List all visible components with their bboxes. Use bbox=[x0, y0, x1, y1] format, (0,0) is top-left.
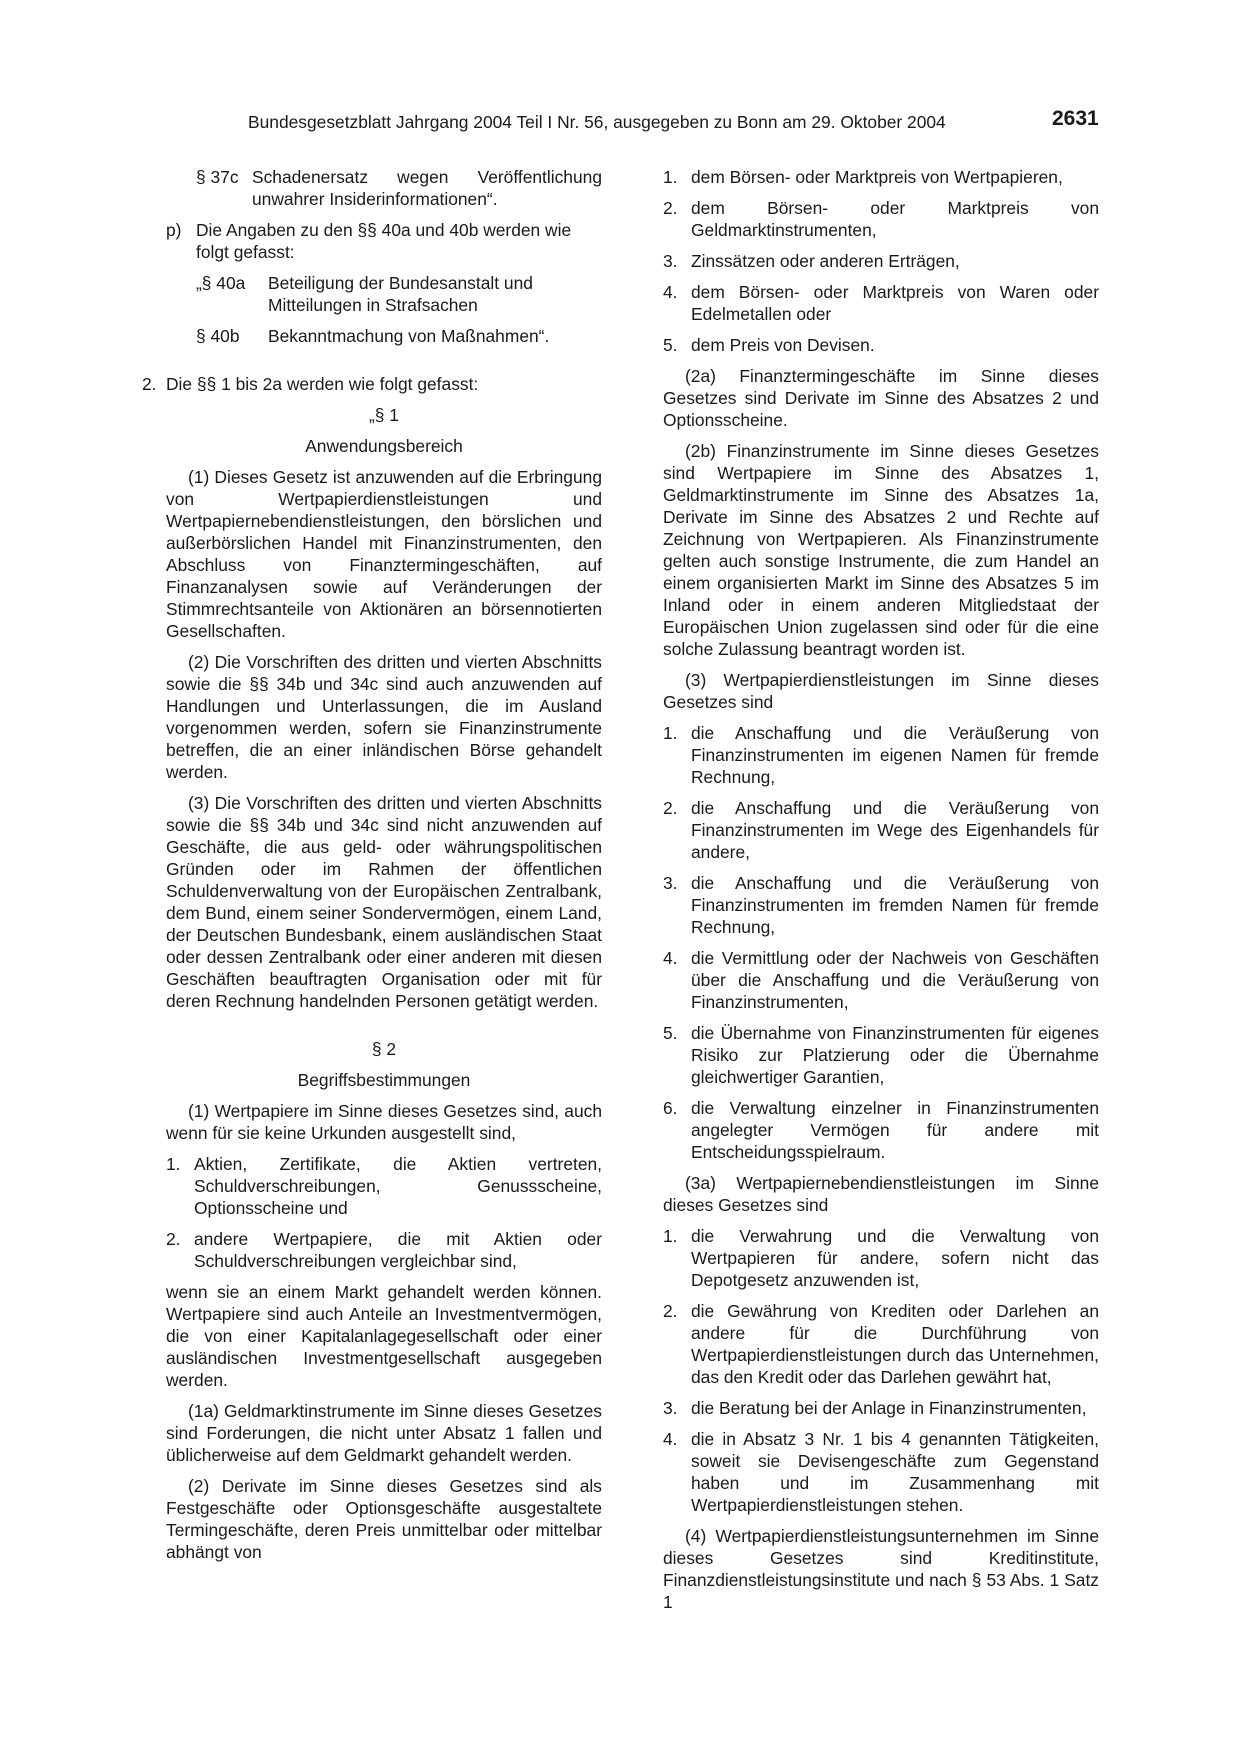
paragraph: (1) Wertpapiere im Sinne dieses Gesetzes sind, auch wenn für sie keine Urkunden ausgestellt sind, bbox=[166, 1101, 602, 1143]
item-label: 3. bbox=[663, 1398, 678, 1418]
list-item bbox=[663, 1300, 1099, 1388]
item-text: dem Preis von Devisen. bbox=[691, 335, 875, 355]
item-text: dem Börsen- oder Marktpreis von Waren oder Edelmetallen oder bbox=[691, 282, 1099, 324]
derivative-list bbox=[663, 166, 1099, 356]
paragraph: (4) Wertpapierdienstleistungsunternehmen im Sinne dieses Gesetzes sind Kreditinstitute, Finanzdienstleistungsinstitute und nach § 53 Abs. 1 Satz 1 bbox=[663, 1526, 1099, 1612]
services-list bbox=[663, 722, 1099, 1163]
paragraph: (3) Wertpapierdienstleistungen im Sinne dieses Gesetzes sind bbox=[663, 670, 1099, 712]
item-text: die Verwaltung einzelner in Finanzinstrumenten angelegter Vermögen für andere mit Entscheidungsspielraum. bbox=[691, 1098, 1099, 1162]
list-item bbox=[663, 1428, 1099, 1516]
section-title: Begriffsbestimmungen bbox=[297, 1070, 471, 1090]
list-item bbox=[663, 281, 1099, 325]
item-label: 3. bbox=[663, 251, 678, 271]
item-text: die in Absatz 3 Nr. 1 bis 4 genannten Tätigkeiten, soweit sie Devisengeschäfte zum Gegenstand haben und im Zusammenhang mit Wertpapierdienstleistungen stehen. bbox=[691, 1429, 1099, 1515]
item-label: 2. bbox=[663, 198, 678, 218]
paragraph: (2) Derivate im Sinne dieses Gesetzes sind als Festgeschäfte oder Optionsgeschäfte ausgestaltete Termingeschäfte, deren Preis unmittelbar oder mittelbar abhängt von bbox=[166, 1476, 602, 1562]
paragraph: (1a) Geldmarktinstrumente im Sinne dieses Gesetzes sind Forderungen, die nicht unter Absatz 1 fallen und üblicherweise auf dem Geldmarkt gehandelt werden. bbox=[166, 1401, 602, 1465]
item-text: andere Wertpapiere, die mit Aktien oder Schuldverschreibungen vergleichbar sind, bbox=[194, 1229, 602, 1271]
toc-key: § 40b bbox=[196, 326, 240, 346]
list-item bbox=[663, 166, 1099, 188]
section-title: Anwendungsbereich bbox=[305, 436, 463, 456]
list-item bbox=[663, 1397, 1099, 1419]
item-label: 2. bbox=[663, 798, 678, 818]
item-text: dem Börsen- oder Marktpreis von Geldmarktinstrumenten, bbox=[691, 198, 1099, 240]
toc-entry-37c bbox=[196, 166, 602, 210]
page-number: 2631 bbox=[1052, 107, 1099, 130]
list-item-p bbox=[166, 219, 602, 263]
item-text: die Beratung bei der Anlage in Finanzinstrumenten, bbox=[691, 1398, 1087, 1418]
item-label: 4. bbox=[663, 1429, 678, 1449]
paragraph: (3a) Wertpapiernebendienstleistungen im Sinne dieses Gesetzes sind bbox=[663, 1173, 1099, 1215]
list-item bbox=[663, 797, 1099, 863]
list-item bbox=[663, 872, 1099, 938]
list-item bbox=[166, 1153, 602, 1219]
item-text: dem Börsen- oder Marktpreis von Wertpapieren, bbox=[691, 167, 1063, 187]
section-number: „§ 1 bbox=[369, 405, 399, 425]
ancillary-services-list bbox=[663, 1225, 1099, 1516]
item-text: Die §§ 1 bis 2a werden wie folgt gefasst: bbox=[166, 374, 479, 394]
item-label: 1. bbox=[663, 167, 678, 187]
list-item bbox=[663, 1097, 1099, 1163]
list-item bbox=[663, 250, 1099, 272]
list-item bbox=[663, 197, 1099, 241]
item-text: Aktien, Zertifikate, die Aktien vertreten, Schuldverschreibungen, Genussscheine, Optionsscheine und bbox=[194, 1154, 602, 1218]
section-number: § 2 bbox=[371, 1039, 397, 1059]
paragraph: (1) Dieses Gesetz ist anzuwenden auf die Erbringung von Wertpapierdienstleistungen und Wertpapiernebendienstleistungen, den börslichen und außerbörslichen Handel mit Finanzinstrumenten, den Abschluss von Finanztermingeschäften, auf Finanzanalysen sowie auf Veränderungen der Stimmrechtsanteile von Aktionären an börsennotierten Gesellschaften. bbox=[166, 467, 602, 641]
toc-text: Schadenersatz wegen Veröffentlichung unwahrer Insiderinformationen“. bbox=[252, 167, 602, 209]
toc-text: Bekanntmachung von Maßnahmen“. bbox=[268, 326, 550, 346]
toc-key: „§ 40a bbox=[196, 273, 246, 293]
item-label: 6. bbox=[663, 1098, 678, 1118]
item-text: die Anschaffung und die Veräußerung von Finanzinstrumenten im fremden Namen für fremde Rechnung, bbox=[691, 873, 1099, 937]
item-label: 3. bbox=[663, 873, 678, 893]
toc-key: § 37c bbox=[196, 167, 239, 187]
list-item bbox=[663, 334, 1099, 356]
item-text: die Anschaffung und die Veräußerung von Finanzinstrumenten im eigenen Namen für fremde Rechnung, bbox=[691, 723, 1099, 787]
item-text: Die Angaben zu den §§ 40a und 40b werden wie folgt gefasst: bbox=[196, 220, 572, 262]
item-label: 2. bbox=[142, 374, 157, 394]
item-label: 5. bbox=[663, 335, 678, 355]
item-text: die Anschaffung und die Veräußerung von Finanzinstrumenten im Wege des Eigenhandels für andere, bbox=[691, 798, 1099, 862]
toc-entry-40b bbox=[196, 325, 602, 347]
item-text: die Gewährung von Krediten oder Darlehen an andere für die Durchführung von Wertpapierdienstleistungen durch das Unternehmen, das den Kredit oder das Darlehen gewährt hat, bbox=[691, 1301, 1099, 1387]
paragraph: wenn sie an einem Markt gehandelt werden können. Wertpapiere sind auch Anteile an Investmentvermögen, die von einer Kapitalanlagegesellschaft oder einer ausländischen Investmentgesellschaft ausgegeben werden. bbox=[166, 1282, 602, 1390]
item-label: 1. bbox=[663, 1226, 678, 1246]
item-label: 4. bbox=[663, 282, 678, 302]
paragraph: (2a) Finanztermingeschäfte im Sinne dieses Gesetzes sind Derivate im Sinne des Absatzes 2 und Optionsscheine. bbox=[663, 366, 1099, 430]
list-item bbox=[663, 722, 1099, 788]
list-item bbox=[166, 1228, 602, 1272]
item-text: die Vermittlung oder der Nachweis von Geschäften über die Anschaffung und die Veräußerung von Finanzinstrumenten, bbox=[691, 948, 1099, 1012]
list-item bbox=[663, 1225, 1099, 1291]
left-column bbox=[142, 166, 602, 1563]
item-label: 5. bbox=[663, 1023, 678, 1043]
item-label: 2. bbox=[663, 1301, 678, 1321]
toc-entry-40a bbox=[196, 272, 602, 316]
list-item-2 bbox=[142, 373, 602, 395]
list-item bbox=[663, 947, 1099, 1013]
item-label: 1. bbox=[166, 1154, 181, 1174]
paragraph: (3) Die Vorschriften des dritten und vierten Abschnitts sowie die §§ 34b und 34c sind nicht anzuwenden auf Geschäfte, die aus geld- oder währungspolitischen Gründen oder im Rahmen der öffentlichen Schuldenverwaltung von der Europäischen Zentralbank, dem Bund, einem seiner Sondervermögen, einem Land, der Deutschen Bundesbank, einem ausländischen Staat oder dessen Zentralbank oder einer anderen mit diesen Geschäften beauftragten Organisation oder mit für deren Rechnung handelnden Personen getätigt werden. bbox=[166, 793, 602, 1011]
item-text: die Verwahrung und die Verwaltung von Wertpapieren für andere, sofern nicht das Depotgesetz anzuwenden ist, bbox=[691, 1226, 1099, 1290]
item-text: Zinssätzen oder anderen Erträgen, bbox=[691, 251, 960, 271]
toc-text: Beteiligung der Bundesanstalt und Mitteilungen in Strafsachen bbox=[268, 273, 533, 315]
running-header: Bundesgesetzblatt Jahrgang 2004 Teil I Nr. 56, ausgegeben zu Bonn am 29. Oktober 2004 bbox=[248, 112, 946, 132]
paragraph: (2) Die Vorschriften des dritten und vierten Abschnitts sowie die §§ 34b und 34c sind auch anzuwenden auf Handlungen und Unterlassungen, die im Ausland vorgenommen werden, sofern sie Finanzinstrumente betreffen, die an einer inländischen Börse gehandelt werden. bbox=[166, 652, 602, 782]
list-item bbox=[663, 1022, 1099, 1088]
paragraph: (2b) Finanzinstrumente im Sinne dieses Gesetzes sind Wertpapiere im Sinne des Absatzes 1, Geldmarktinstrumente im Sinne des Absatzes 1a, Derivate im Sinne des Absatzes 2 und Rechte auf Zeichnung von Wertpapieren. Als Finanzinstrumente gelten auch sonstige Instrumente, die zum Handel an einem organisierten Markt im Sinne des Absatzes 5 im Inland oder in einem anderen Mitgliedstaat der Europäischen Union zugelassen sind oder für die eine solche Zulassung beantragt worden ist. bbox=[663, 441, 1099, 659]
item-label: 4. bbox=[663, 948, 678, 968]
item-label: 1. bbox=[663, 723, 678, 743]
right-column bbox=[663, 166, 1099, 1613]
item-label: p) bbox=[166, 220, 182, 240]
item-text: die Übernahme von Finanzinstrumenten für eigenes Risiko zur Platzierung oder die Übernahme gleichwertiger Garantien, bbox=[691, 1023, 1099, 1087]
item-label: 2. bbox=[166, 1229, 181, 1249]
